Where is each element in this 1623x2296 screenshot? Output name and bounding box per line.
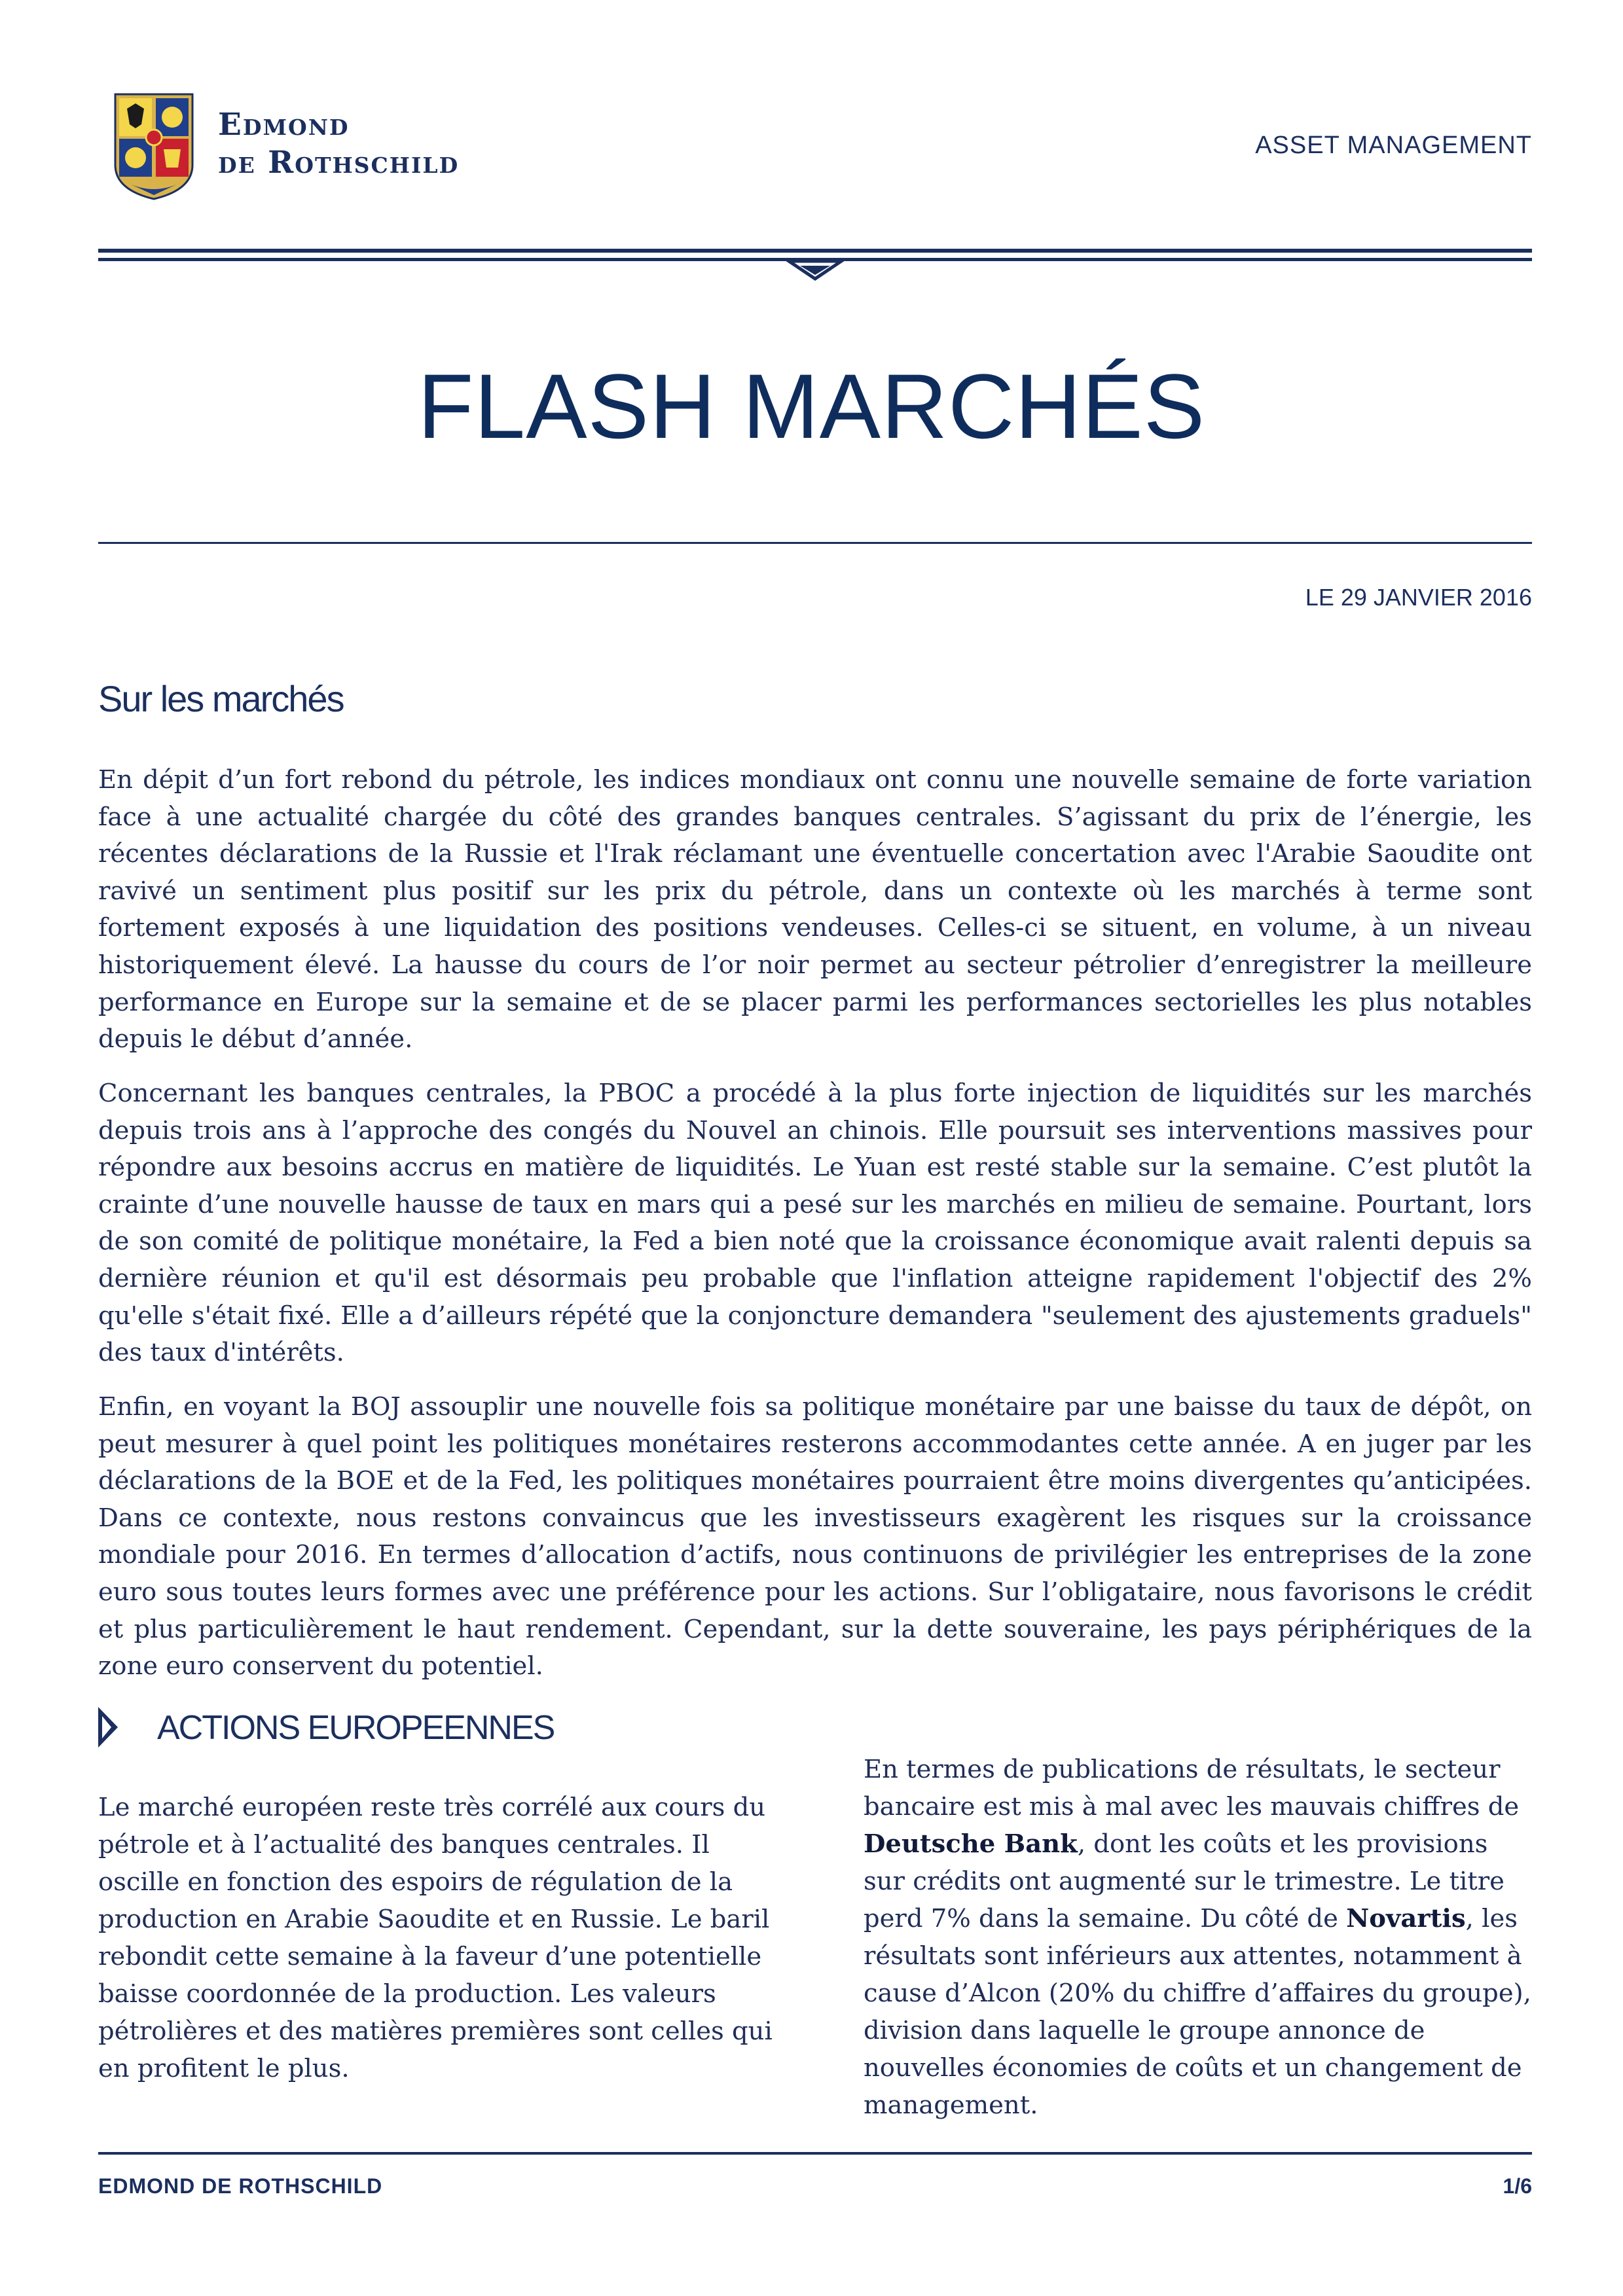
actions-right-column xyxy=(864,1751,1535,2124)
section-heading: Sur les marchés xyxy=(98,678,344,719)
publication-date: LE 29 JANVIER 2016 xyxy=(1305,584,1532,611)
paragraph-1: En dépit d’un fort rebond du pétrole, les indices mondiaux ont connu une nouvelle semaine de forte variation face à une actualité chargée du côté des grandes banques centrales. S’agissant du prix de l’énergie, les récentes déclarations de la Russie et l'Irak réclamant une éventuelle concertation avec l'Arabie Saoudite ont ravivé un sentiment plus positif sur les prix du pétrole, dans un contexte où les marchés à terme sont fortement exposés à une liquidation des positions vendeuses. Celles-ci se situent, en volume, à un niveau historiquement élevé. La hausse du cours de l’or noir permet au secteur pétrolier d’enregistrer la meilleure performance en Europe sur la semaine et de se placer parmi les performances sectorielles les plus notables depuis le début d’année. xyxy=(98,765,1532,1054)
page-title: FLASH MARCHÉS xyxy=(417,355,1206,457)
paragraph-2: Concernant les banques centrales, la PBOC a procédé à la plus forte injection de liquidités sur les marchés depuis trois ans à l’approche des congés du Nouvel an chinois. Elle poursuit ses interventions massives pour répondre aux besoins accrus en matière de liquidités. Le Yuan est resté stable sur la semaine. C’est plutôt la crainte d’une nouvelle hausse de taux en mars qui a pesé sur les marchés en milieu de semaine. Pourtant, lors de son comité de politique monétaire, la Fed a bien noté que la croissance économique avait ralenti depuis sa dernière réunion et qu'il est désormais peu probable que l'inflation atteigne rapidement l'objectif des 2% qu'elle s'était fixé. Elle a d’ailleurs répété que la conjoncture demandera "seulement des ajustements graduels" des taux d'intérêts. xyxy=(98,1079,1532,1368)
actions-heading: ACTIONS EUROPEENNES xyxy=(157,1709,555,1747)
right-text-2: , dont les coûts et les provisions sur crédits ont augmenté sur le trimestre. Le titre perd 7% dans la semaine. Du côté de xyxy=(864,1829,1504,1933)
actions-left-column: Le marché européen reste très corrélé aux cours du pétrole et à l’actualité des banques centrales. Il oscille en fonction des espoirs de régulation de la production en Arabie Saoudite et en Russie. Le baril rebondit cette semaine à la faveur d’une potentielle baisse coordonnée de la production. Les valeurs pétrolières et des matières premières sont celles qui en profitent le plus. xyxy=(98,1793,773,2083)
right-text-3: , les résultats sont inférieurs aux attentes, notamment à cause d’Alcon (20% du chiffre d’affaires du groupe), division dans laquelle le groupe annonce de nouvelles économies de coûts et un changement de management. xyxy=(864,1904,1531,2120)
paragraph-3: Enfin, en voyant la BOJ assouplir une nouvelle fois sa politique monétaire par une baisse du taux de dépôt, on peut mesurer à quel point les politiques monétaires resterons accommodantes cette année. A en juger par les déclarations de la BOE et de la Fed, les politiques monétaires pourraient être moins divergentes qu’anticipées. Dans ce contexte, nous restons convaincus que les investisseurs exagèrent les risques sur la croissance mondiale pour 2016. En termes d’allocation d’actifs, nous continuons de privilégier les entreprises de la zone euro sous toutes leurs formes avec une préférence pour les actions. Sur l’obligataire, nous favorisons le crédit et plus particulièrement le haut rendement. Cependant, sur la dette souveraine, les pays périphériques de la zone euro conservent du potentiel. xyxy=(98,1392,1532,1681)
brand-line-2: de Rothschild xyxy=(218,145,460,181)
triangle-bullet-icon xyxy=(97,1706,119,1749)
coat-of-arms-icon xyxy=(113,92,195,202)
title-divider xyxy=(98,542,1532,544)
footer-divider xyxy=(98,2152,1532,2155)
brand-line-1: Edmond xyxy=(218,107,350,143)
brand-name xyxy=(218,106,459,182)
right-text-1: En termes de publications de résultats, le secteur bancaire est mis à mal avec les mauvais chiffres de xyxy=(864,1755,1520,1821)
header-rule xyxy=(98,249,1532,288)
footer-company: EDMOND DE ROTHSCHILD xyxy=(98,2174,383,2198)
novartis-label: Novartis xyxy=(1346,1904,1466,1933)
division-label: ASSET MANAGEMENT xyxy=(1255,132,1532,159)
page-number: 1/6 xyxy=(1503,2174,1532,2198)
deutsche-bank-label: Deutsche Bank xyxy=(864,1829,1078,1859)
